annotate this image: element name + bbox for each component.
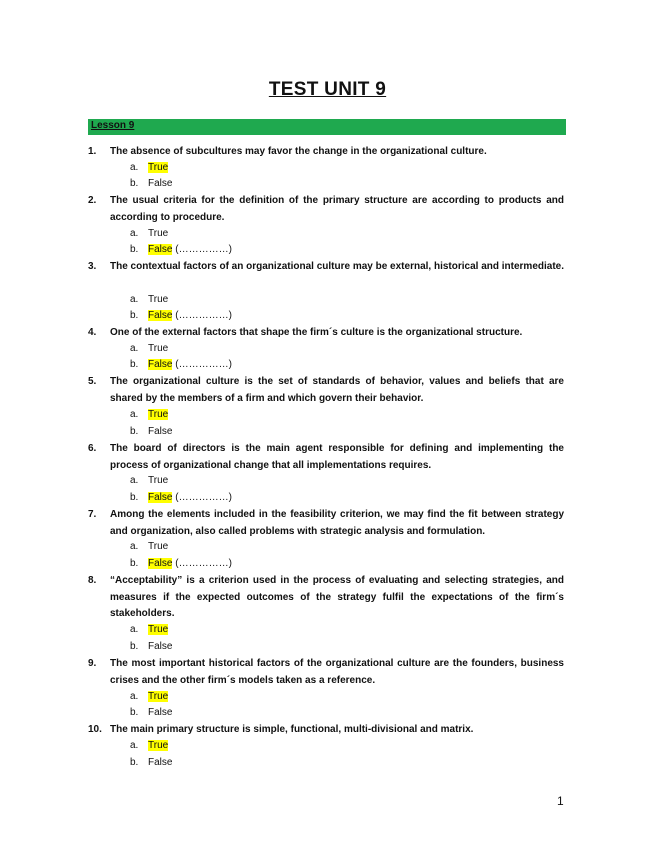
option-label: False: [148, 641, 173, 652]
question-3: [88, 259, 564, 276]
option-letter: b.: [130, 178, 139, 189]
question-1-option-b: [130, 177, 172, 191]
option-letter: b.: [130, 426, 139, 437]
question-6: [88, 441, 564, 474]
answer-blank: (……………): [175, 492, 232, 503]
question-text: Among the elements included in the feasibility criterion, we may find the fit between strategy and organization, also called problems with strategic analysis and formulation.: [110, 509, 564, 537]
option-letter: a.: [130, 162, 139, 173]
question-1: [88, 144, 564, 161]
option-label: False: [148, 426, 173, 437]
question-text: The board of directors is the main agent responsible for defining and implementing the process of organizational change that all implementations requires.: [110, 443, 564, 471]
option-letter: b.: [130, 244, 139, 255]
question-4-option-b: [130, 358, 232, 372]
question-5-option-a: [130, 408, 168, 422]
option-letter: a.: [130, 409, 139, 420]
question-text: The organizational culture is the set of standards of behavior, values and beliefs that are shared by the members of a firm and which govern their behavior.: [110, 376, 564, 404]
question-10: [88, 722, 564, 739]
question-2-option-b: [130, 243, 232, 257]
question-number: 1.: [88, 146, 97, 157]
option-letter: a.: [130, 475, 139, 486]
option-letter: a.: [130, 294, 139, 305]
question-2: [88, 193, 564, 226]
option-letter: b.: [130, 707, 139, 718]
question-text: The main primary structure is simple, functional, multi-divisional and matrix.: [110, 724, 474, 735]
option-label: False: [148, 707, 173, 718]
question-7: [88, 507, 564, 540]
question-number: 3.: [88, 261, 97, 272]
question-number: 5.: [88, 376, 97, 387]
question-text: The most important historical factors of the organizational culture are the founders, business crises and the other firm´s models taken as a reference.: [110, 658, 564, 686]
option-letter: b.: [130, 359, 139, 370]
question-9-option-b: [130, 706, 172, 720]
question-4: [88, 325, 564, 342]
answer-blank: (……………): [175, 310, 232, 321]
option-label-highlighted: False: [148, 310, 173, 321]
option-letter: a.: [130, 740, 139, 751]
page-title: TEST UNIT 9: [268, 79, 387, 100]
question-9-option-a: [130, 690, 168, 704]
option-label-highlighted: False: [148, 244, 173, 255]
answer-blank: (……………): [175, 359, 232, 370]
question-number: 8.: [88, 575, 97, 586]
option-letter: b.: [130, 310, 139, 321]
question-text: One of the external factors that shape the firm´s culture is the organizational structure.: [110, 327, 523, 338]
question-text: The usual criteria for the definition of the primary structure are according to products and according to procedure.: [110, 195, 564, 223]
option-letter: a.: [130, 691, 139, 702]
option-label-highlighted: True: [148, 691, 169, 702]
question-1-option-a: [130, 161, 168, 175]
option-label: False: [148, 178, 173, 189]
option-letter: a.: [130, 343, 139, 354]
question-number: 2.: [88, 195, 97, 206]
question-10-option-a: [130, 739, 168, 753]
option-letter: b.: [130, 558, 139, 569]
question-7-option-b: [130, 557, 232, 571]
option-label-highlighted: False: [148, 558, 173, 569]
question-4-option-a: [130, 342, 168, 356]
question-text: The absence of subcultures may favor the change in the organizational culture.: [110, 146, 487, 157]
question-5-option-b: [130, 425, 172, 439]
question-5: [88, 374, 564, 407]
question-number: 6.: [88, 443, 97, 454]
option-label: True: [148, 228, 169, 239]
option-letter: b.: [130, 757, 139, 768]
option-label: True: [148, 343, 169, 354]
question-text: “Acceptability” is a criterion used in the process of evaluating and selecting strategies, and measures if the expected outcomes of the strategy fulfil the expectations of the firm´s stakeholders.: [110, 575, 564, 619]
question-8-option-b: [130, 640, 172, 654]
option-label: True: [148, 475, 169, 486]
question-7-option-a: [130, 540, 168, 554]
option-letter: a.: [130, 228, 139, 239]
question-3-option-b: [130, 309, 232, 323]
option-label-highlighted: True: [148, 162, 169, 173]
option-letter: a.: [130, 624, 139, 635]
option-label-highlighted: False: [148, 359, 173, 370]
page-number: 1: [557, 794, 564, 808]
option-label-highlighted: True: [148, 409, 169, 420]
lesson-header-bar: [88, 119, 566, 135]
option-label-highlighted: True: [148, 740, 169, 751]
option-label: False: [148, 757, 173, 768]
question-10-option-b: [130, 756, 172, 770]
option-label: True: [148, 294, 169, 305]
option-label: True: [148, 541, 169, 552]
question-3-option-a: [130, 293, 168, 307]
option-label-highlighted: False: [148, 492, 173, 503]
option-letter: b.: [130, 492, 139, 503]
option-letter: b.: [130, 641, 139, 652]
answer-blank: (……………): [175, 244, 232, 255]
question-number: 9.: [88, 658, 97, 669]
question-6-option-b: [130, 491, 232, 505]
question-2-option-a: [130, 227, 168, 241]
option-label-highlighted: True: [148, 624, 169, 635]
question-8-option-a: [130, 623, 168, 637]
question-9: [88, 656, 564, 689]
question-6-option-a: [130, 474, 168, 488]
question-text: The contextual factors of an organizational culture may be external, historical and intermediate.: [110, 261, 564, 272]
question-number: 4.: [88, 327, 97, 338]
answer-blank: (……………): [175, 558, 232, 569]
option-letter: a.: [130, 541, 139, 552]
lesson-label: Lesson 9: [91, 120, 135, 131]
question-8: [88, 573, 564, 623]
question-number: 7.: [88, 509, 97, 520]
question-number: 10.: [88, 724, 102, 735]
